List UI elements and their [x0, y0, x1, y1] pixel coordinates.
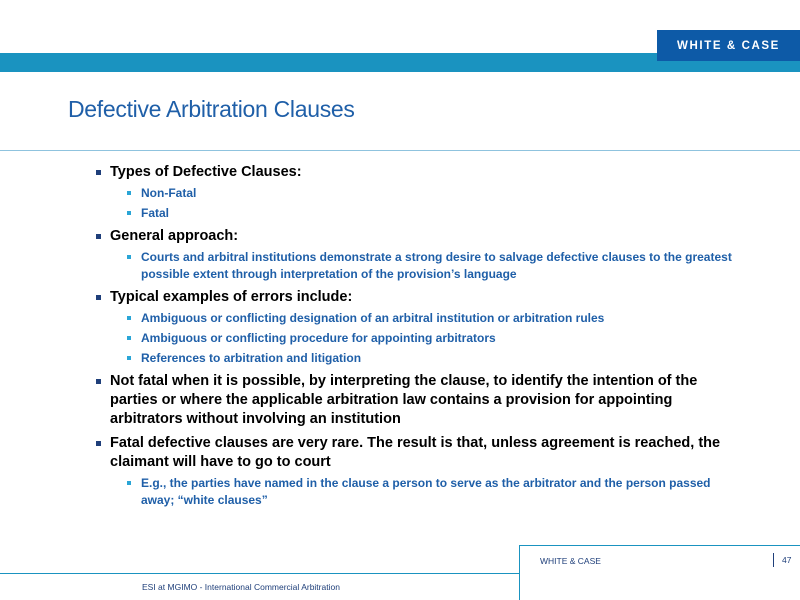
square-bullet-icon: [127, 356, 131, 360]
sub-bullet: [96, 475, 736, 509]
square-bullet-icon: [127, 316, 131, 320]
bullet-text: Not fatal when it is possible, by interpreting the clause, to identify the intention of the parties or where the applicable arbitration law contains a provision for appointing arbitrators without involving an institution: [110, 373, 698, 427]
sub-bullet-text: Ambiguous or conflicting designation of an arbitral institution or arbitration rules: [141, 311, 605, 325]
square-bullet-icon: [96, 170, 101, 175]
sub-bullet: [96, 310, 736, 327]
square-bullet-icon: [127, 211, 131, 215]
square-bullet-icon: [96, 234, 101, 239]
bullet-typical-examples: [96, 288, 736, 307]
square-bullet-icon: [127, 481, 131, 485]
white-case-logo: WHITE & CASE: [657, 30, 800, 61]
bullet-text: Types of Defective Clauses:: [110, 164, 302, 180]
title-divider: [0, 150, 800, 151]
sub-bullet: [96, 350, 736, 367]
square-bullet-icon: [127, 255, 131, 259]
page-number: 47: [782, 555, 792, 565]
slide-title: Defective Arbitration Clauses: [68, 96, 355, 122]
bullet-text: Fatal defective clauses are very rare. The result is that, unless agreement is reached, the claimant will have to go to court: [110, 435, 721, 470]
sub-bullet: [96, 330, 736, 347]
bullet-not-fatal: [96, 372, 736, 429]
bullet-text: Typical examples of errors include:: [110, 289, 353, 305]
square-bullet-icon: [127, 336, 131, 340]
footer-separator: [773, 553, 774, 567]
square-bullet-icon: [127, 191, 131, 195]
bullet-types: [96, 163, 736, 182]
square-bullet-icon: [96, 379, 101, 384]
bullet-general-approach: [96, 227, 736, 246]
sub-bullet-text: Non-Fatal: [141, 186, 197, 200]
sub-bullet-text: Fatal: [141, 206, 170, 220]
square-bullet-icon: [96, 441, 101, 446]
slide-content: [96, 163, 736, 509]
sub-bullet: [96, 205, 736, 222]
square-bullet-icon: [96, 295, 101, 300]
sub-bullet-text: E.g., the parties have named in the clause a person to serve as the arbitrator and the person passed away; “white clauses”: [141, 476, 711, 507]
sub-bullet: [96, 185, 736, 202]
footer-course-title: ESI at MGIMO - International Commercial Arbitration: [142, 582, 340, 592]
sub-bullet-text: Courts and arbitral institutions demonstrate a strong desire to salvage defective clauses to the greatest possible extent through interpretation of the provision’s language: [141, 250, 732, 281]
sub-bullet: [96, 249, 736, 283]
bullet-text: General approach:: [110, 228, 239, 244]
footer-firm-name: WHITE & CASE: [540, 556, 601, 566]
bullet-fatal-rare: [96, 434, 736, 472]
sub-bullet-text: Ambiguous or conflicting procedure for appointing arbitrators: [141, 331, 496, 345]
sub-bullet-text: References to arbitration and litigation: [141, 351, 362, 365]
